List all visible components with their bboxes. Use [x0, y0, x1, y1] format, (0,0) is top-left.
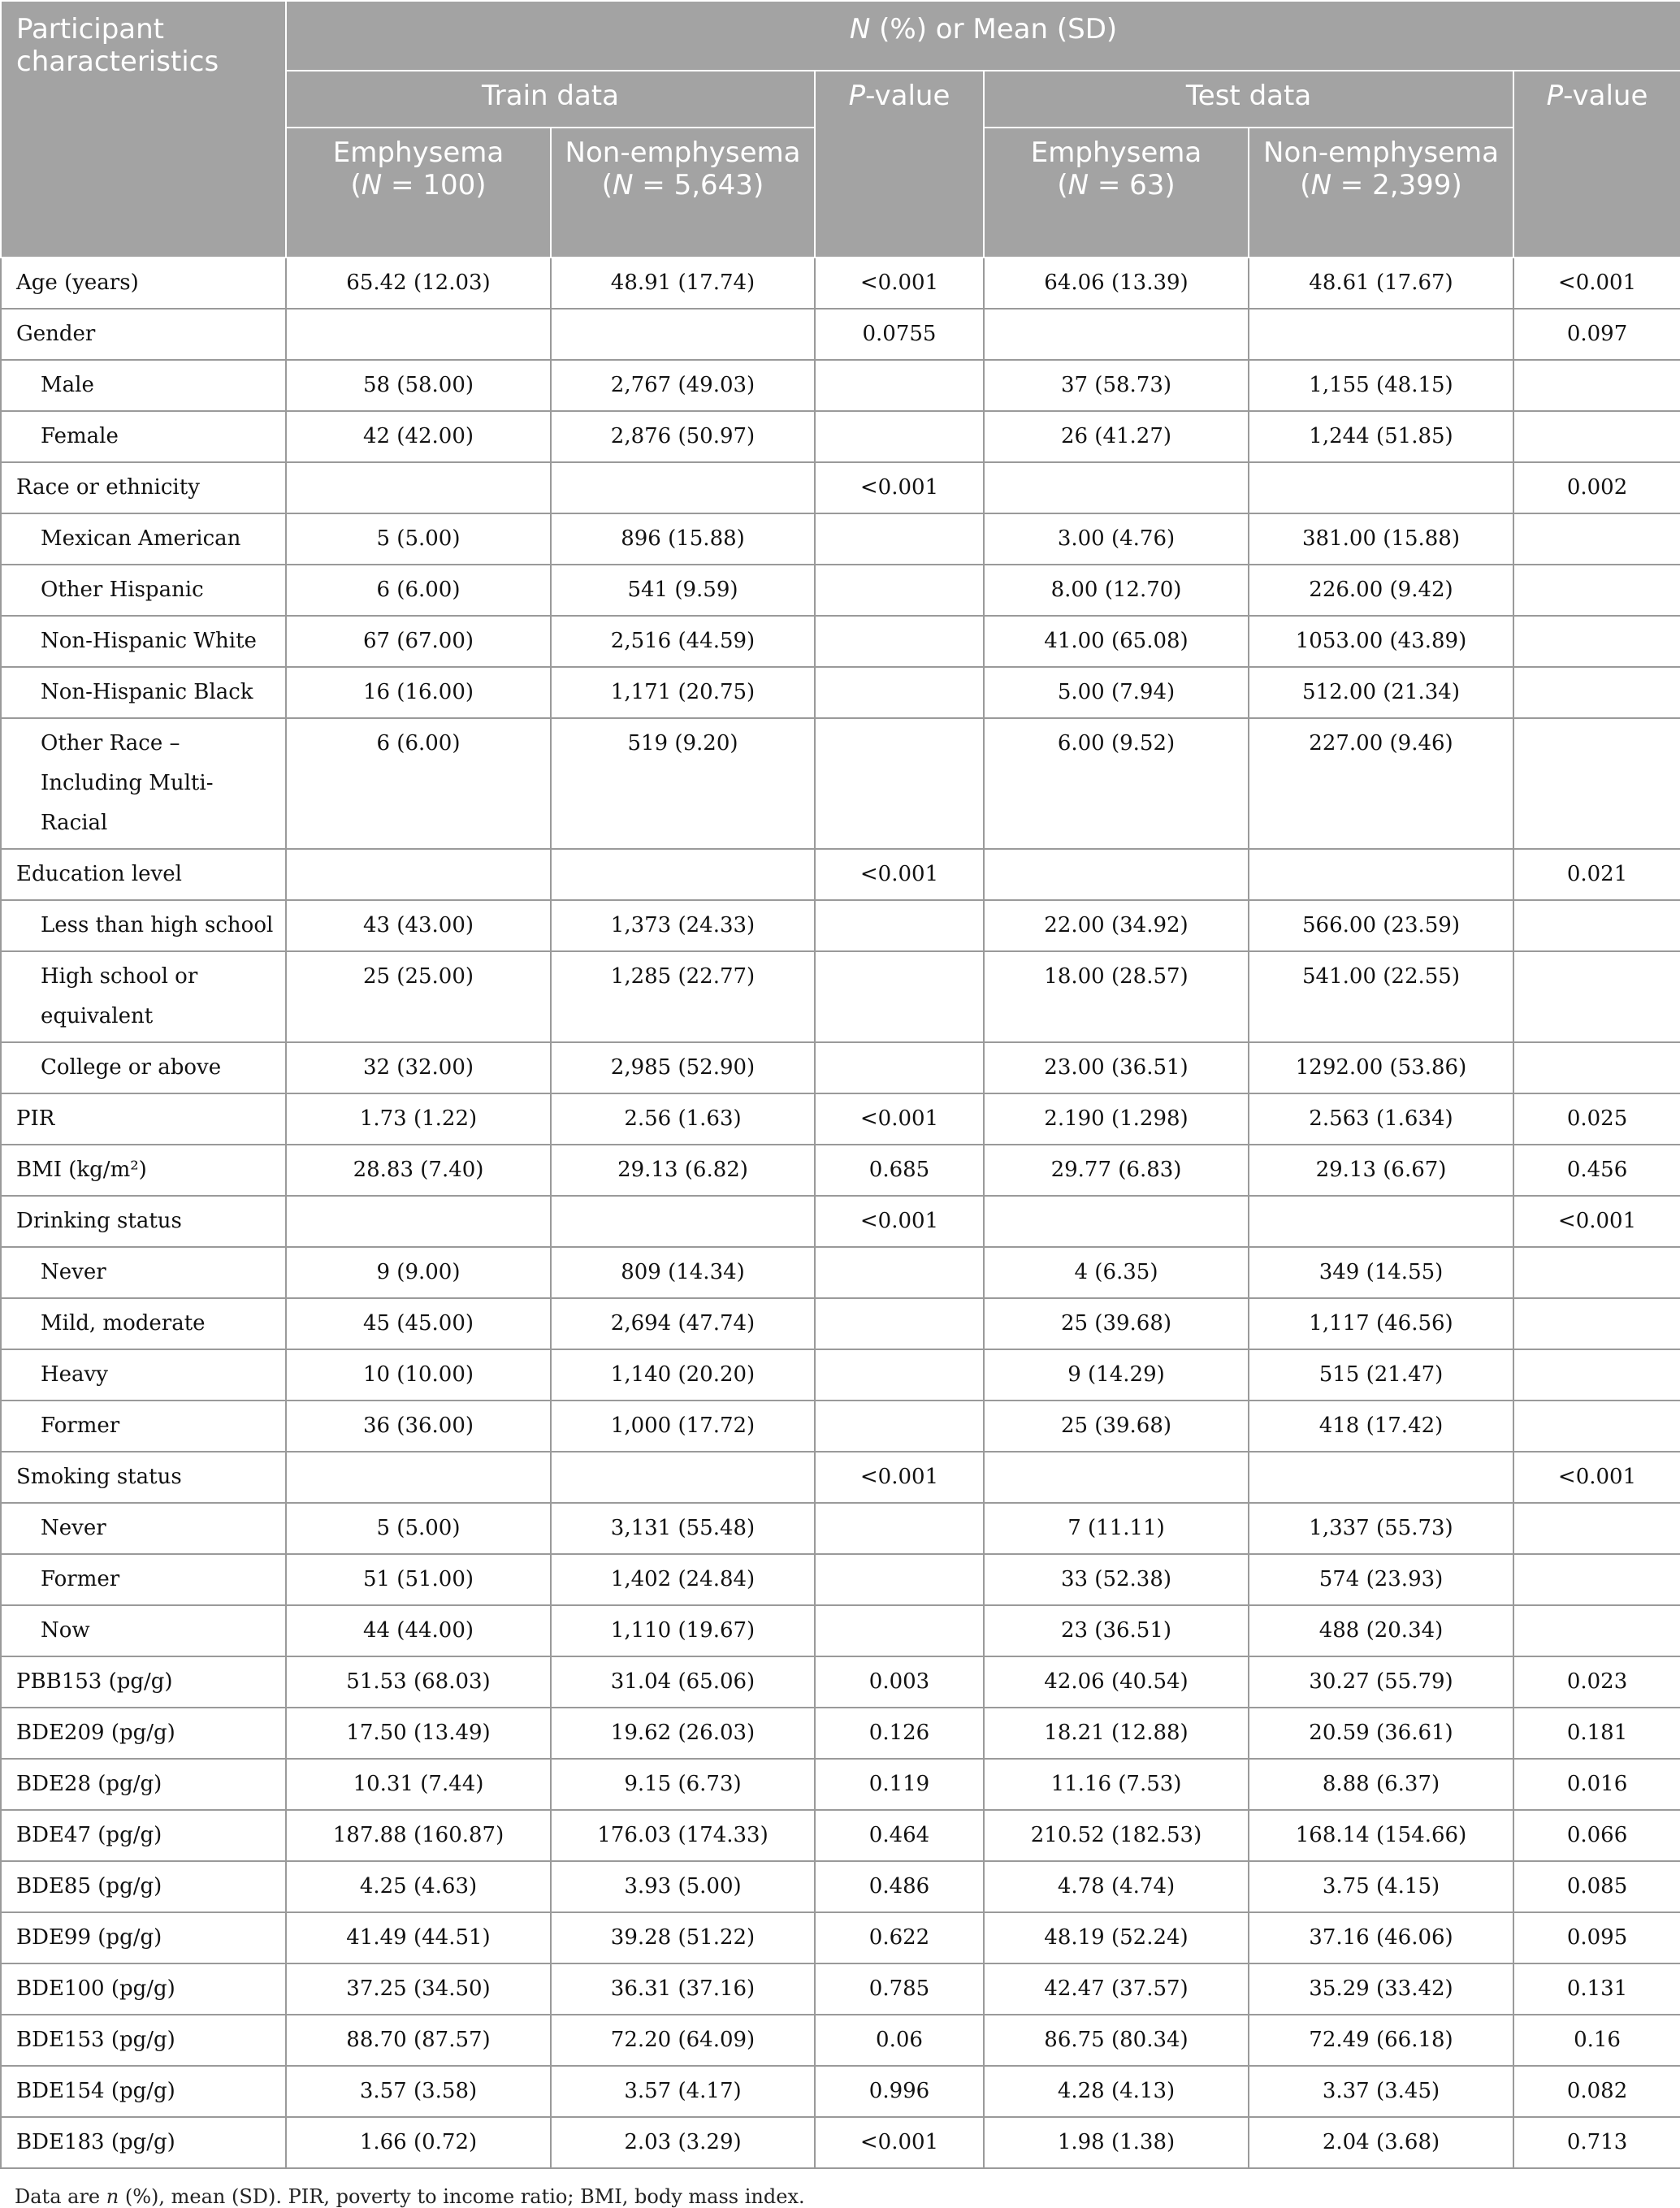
table-row [1, 1708, 1680, 1759]
test-p-value-cell: 0.181 [1513, 1708, 1680, 1759]
train-emphysema-cell: 88.70 (87.57) [286, 2015, 551, 2066]
train-p-value-cell: 0.685 [815, 1145, 984, 1196]
test-p-value-cell: 0.097 [1513, 309, 1680, 360]
train-non-emphysema-cell: 19.62 (26.03) [551, 1708, 815, 1759]
test-emphysema-cell: 64.06 (13.39) [984, 258, 1249, 309]
test-emphysema-cell [984, 849, 1249, 900]
row-label: Smoking status [1, 1452, 286, 1503]
row-label: Mexican American [1, 513, 286, 565]
train-emphysema-cell: 58 (58.00) [286, 360, 551, 411]
test-p-value-cell [1513, 667, 1680, 718]
train-non-emphysema-cell: 1,140 (20.20) [551, 1349, 815, 1401]
train-non-emphysema-cell: 1,285 (22.77) [551, 951, 815, 1042]
test-non-emphysema-cell [1249, 309, 1513, 360]
table-row [1, 2066, 1680, 2117]
test-non-emphysema-cell: 1053.00 (43.89) [1249, 616, 1513, 667]
row-label: Never [1, 1503, 286, 1554]
test-non-emphysema-cell: 541.00 (22.55) [1249, 951, 1513, 1042]
train-p-value-cell: 0.996 [815, 2066, 984, 2117]
row-label: Age (years) [1, 258, 286, 309]
train-p-value-cell [815, 1605, 984, 1656]
train-emphysema-cell: 4.25 (4.63) [286, 1861, 551, 1912]
train-non-emphysema-cell: 31.04 (65.06) [551, 1656, 815, 1708]
test-p-value-cell: 0.095 [1513, 1912, 1680, 1963]
row-label: PBB153 (pg/g) [1, 1656, 286, 1708]
train-p-value-cell: 0.785 [815, 1963, 984, 2015]
test-emphysema-cell: 1.98 (1.38) [984, 2117, 1249, 2168]
train-p-value-cell: <0.001 [815, 258, 984, 309]
test-p-value-cell: 0.025 [1513, 1093, 1680, 1145]
train-emphysema-cell: 3.57 (3.58) [286, 2066, 551, 2117]
test-non-emphysema-cell: 8.88 (6.37) [1249, 1759, 1513, 1810]
test-non-emphysema-cell: 515 (21.47) [1249, 1349, 1513, 1401]
train-p-value-cell: 0.126 [815, 1708, 984, 1759]
train-emphysema-cell: 51 (51.00) [286, 1554, 551, 1605]
table-body [1, 258, 1680, 2168]
test-non-emphysema-cell [1249, 849, 1513, 900]
table-row [1, 1554, 1680, 1605]
table-row [1, 309, 1680, 360]
row-label: Now [1, 1605, 286, 1656]
table-row [1, 2117, 1680, 2168]
train-non-emphysema-cell: 48.91 (17.74) [551, 258, 815, 309]
table-row [1, 411, 1680, 462]
test-p-value-cell: <0.001 [1513, 258, 1680, 309]
test-emphysema-cell: 23 (36.51) [984, 1605, 1249, 1656]
table-row [1, 1759, 1680, 1810]
test-non-emphysema-cell: 37.16 (46.06) [1249, 1912, 1513, 1963]
table-row [1, 1963, 1680, 2015]
table-row [1, 1605, 1680, 1656]
row-label: Non-Hispanic Black [1, 667, 286, 718]
test-p-value-header: P-value [1513, 71, 1680, 258]
test-p-value-cell [1513, 1554, 1680, 1605]
test-non-emphysema-cell: 168.14 (154.66) [1249, 1810, 1513, 1861]
train-non-emphysema-cell: 1,110 (19.67) [551, 1605, 815, 1656]
test-p-value-cell: 0.066 [1513, 1810, 1680, 1861]
test-non-emphysema-cell: 227.00 (9.46) [1249, 718, 1513, 849]
test-p-value-cell [1513, 513, 1680, 565]
test-emphysema-cell: 23.00 (36.51) [984, 1042, 1249, 1093]
row-label: College or above [1, 1042, 286, 1093]
train-p-value-cell: 0.0755 [815, 309, 984, 360]
train-non-emphysema-cell: 2,694 (47.74) [551, 1298, 815, 1349]
test-emphysema-cell: 8.00 (12.70) [984, 565, 1249, 616]
train-non-emphysema-cell: 2,876 (50.97) [551, 411, 815, 462]
test-p-value-cell [1513, 1349, 1680, 1401]
test-emphysema-cell: 11.16 (7.53) [984, 1759, 1249, 1810]
test-emphysema-cell: 4.28 (4.13) [984, 2066, 1249, 2117]
train-p-value-cell [815, 900, 984, 951]
train-p-value-cell: <0.001 [815, 1452, 984, 1503]
test-data-header: Test data [984, 71, 1513, 128]
train-emphysema-cell: 25 (25.00) [286, 951, 551, 1042]
row-label: Other Hispanic [1, 565, 286, 616]
table-row [1, 462, 1680, 513]
row-label: Gender [1, 309, 286, 360]
train-p-value-cell [815, 1247, 984, 1298]
test-emphysema-cell: 29.77 (6.83) [984, 1145, 1249, 1196]
table-footnote: Data are n (%), mean (SD). PIR, poverty to income ratio; BMI, body mass index. [15, 2185, 805, 2208]
row-label: BMI (kg/m²) [1, 1145, 286, 1196]
test-non-emphysema-cell: 488 (20.34) [1249, 1605, 1513, 1656]
test-non-emphysema-cell: 1,117 (46.56) [1249, 1298, 1513, 1349]
table-row [1, 1042, 1680, 1093]
train-non-emphysema-cell [551, 849, 815, 900]
test-p-value-cell: 0.021 [1513, 849, 1680, 900]
test-non-emphysema-cell: 30.27 (55.79) [1249, 1656, 1513, 1708]
train-emphysema-cell: 187.88 (160.87) [286, 1810, 551, 1861]
train-p-value-cell: 0.119 [815, 1759, 984, 1810]
test-emphysema-cell: 26 (41.27) [984, 411, 1249, 462]
test-p-value-cell [1513, 616, 1680, 667]
test-emphysema-cell [984, 309, 1249, 360]
test-non-emphysema-cell: 512.00 (21.34) [1249, 667, 1513, 718]
train-p-value-cell [815, 1554, 984, 1605]
train-emphysema-cell: 44 (44.00) [286, 1605, 551, 1656]
test-p-value-cell [1513, 1247, 1680, 1298]
test-p-value-cell: 0.082 [1513, 2066, 1680, 2117]
test-emphysema-cell: 9 (14.29) [984, 1349, 1249, 1401]
train-emphysema-cell: 5 (5.00) [286, 513, 551, 565]
train-p-value-cell [815, 1042, 984, 1093]
train-p-value-cell [815, 718, 984, 849]
test-emphysema-cell: 25 (39.68) [984, 1401, 1249, 1452]
n-suffix: (%) or Mean (SD) [870, 13, 1118, 45]
table-row [1, 1349, 1680, 1401]
train-non-emphysema-cell: 3.57 (4.17) [551, 2066, 815, 2117]
test-non-emphysema-cell [1249, 1452, 1513, 1503]
table-row [1, 616, 1680, 667]
test-emphysema-cell: 25 (39.68) [984, 1298, 1249, 1349]
test-non-emphysema-cell: 2.04 (3.68) [1249, 2117, 1513, 2168]
row-label: Drinking status [1, 1196, 286, 1247]
test-emphysema-cell: 5.00 (7.94) [984, 667, 1249, 718]
train-emphysema-cell: 10.31 (7.44) [286, 1759, 551, 1810]
train-emphysema-cell: 1.66 (0.72) [286, 2117, 551, 2168]
train-non-emphysema-cell: 39.28 (51.22) [551, 1912, 815, 1963]
train-non-emphysema-cell: 29.13 (6.82) [551, 1145, 815, 1196]
table-row [1, 1861, 1680, 1912]
row-label: BDE183 (pg/g) [1, 2117, 286, 2168]
row-label: Male [1, 360, 286, 411]
row-label: Race or ethnicity [1, 462, 286, 513]
train-non-emphysema-cell: 3.93 (5.00) [551, 1861, 815, 1912]
table-row [1, 1810, 1680, 1861]
test-emphysema-cell: 37 (58.73) [984, 360, 1249, 411]
table-row [1, 1656, 1680, 1708]
train-non-emphysema-cell: 176.03 (174.33) [551, 1810, 815, 1861]
table-row [1, 1093, 1680, 1145]
train-emphysema-cell [286, 1452, 551, 1503]
test-p-value-cell [1513, 411, 1680, 462]
table-row [1, 1298, 1680, 1349]
test-non-emphysema-cell [1249, 462, 1513, 513]
train-emphysema-cell: 43 (43.00) [286, 900, 551, 951]
n-percent-mean-header [286, 1, 1680, 71]
test-emphysema-cell [984, 462, 1249, 513]
train-non-emphysema-cell: 1,373 (24.33) [551, 900, 815, 951]
test-emphysema-cell: 210.52 (182.53) [984, 1810, 1249, 1861]
train-p-value-cell [815, 411, 984, 462]
test-non-emphysema-cell: 72.49 (66.18) [1249, 2015, 1513, 2066]
test-emphysema-cell: 4.78 (4.74) [984, 1861, 1249, 1912]
test-p-value-cell: 0.002 [1513, 462, 1680, 513]
test-emphysema-cell: 41.00 (65.08) [984, 616, 1249, 667]
test-non-emphysema-cell: 1,155 (48.15) [1249, 360, 1513, 411]
test-emphysema-cell: 6.00 (9.52) [984, 718, 1249, 849]
table-row [1, 1503, 1680, 1554]
row-label: BDE209 (pg/g) [1, 1708, 286, 1759]
test-p-value-cell [1513, 1401, 1680, 1452]
table-row [1, 565, 1680, 616]
table-row [1, 718, 1680, 849]
train-p-value-cell: <0.001 [815, 1196, 984, 1247]
train-p-value-cell: 0.622 [815, 1912, 984, 1963]
train-p-value-cell: 0.06 [815, 2015, 984, 2066]
test-p-value-cell [1513, 1503, 1680, 1554]
row-label: Female [1, 411, 286, 462]
test-emphysema-cell: 42.47 (37.57) [984, 1963, 1249, 2015]
train-emphysema-cell: 37.25 (34.50) [286, 1963, 551, 2015]
train-non-emphysema-cell: 9.15 (6.73) [551, 1759, 815, 1810]
row-label: Former [1, 1401, 286, 1452]
table-row [1, 951, 1680, 1042]
train-non-emphysema-cell: 519 (9.20) [551, 718, 815, 849]
table-header [1, 1, 1680, 258]
test-emphysema-cell: 7 (11.11) [984, 1503, 1249, 1554]
train-emphysema-cell: 9 (9.00) [286, 1247, 551, 1298]
test-emphysema-cell [984, 1452, 1249, 1503]
test-p-value-cell: 0.016 [1513, 1759, 1680, 1810]
table-row [1, 849, 1680, 900]
participant-characteristics-header: Participant characteristics [1, 1, 286, 258]
test-non-emphysema-cell: 574 (23.93) [1249, 1554, 1513, 1605]
row-label: Other Race – Including Multi-Racial [1, 718, 286, 849]
train-emphysema-cell: 41.49 (44.51) [286, 1912, 551, 1963]
table-row [1, 513, 1680, 565]
test-p-value-cell [1513, 360, 1680, 411]
row-label: BDE47 (pg/g) [1, 1810, 286, 1861]
test-p-value-cell: <0.001 [1513, 1452, 1680, 1503]
table-row [1, 1912, 1680, 1963]
train-emphysema-cell: 42 (42.00) [286, 411, 551, 462]
train-non-emphysema-cell: 541 (9.59) [551, 565, 815, 616]
train-emphysema-cell: 65.42 (12.03) [286, 258, 551, 309]
train-non-emphysema-cell [551, 1196, 815, 1247]
test-emphysema-cell: 22.00 (34.92) [984, 900, 1249, 951]
table-row [1, 1247, 1680, 1298]
test-emphysema-cell: 33 (52.38) [984, 1554, 1249, 1605]
test-emphysema-cell: 18.21 (12.88) [984, 1708, 1249, 1759]
train-non-emphysema-cell: 809 (14.34) [551, 1247, 815, 1298]
train-p-value-cell [815, 1503, 984, 1554]
row-label: PIR [1, 1093, 286, 1145]
test-emphysema-cell [984, 1196, 1249, 1247]
test-p-value-cell: <0.001 [1513, 1196, 1680, 1247]
test-non-emphysema-cell: 226.00 (9.42) [1249, 565, 1513, 616]
train-p-value-cell: 0.464 [815, 1810, 984, 1861]
test-p-value-cell: 0.131 [1513, 1963, 1680, 2015]
test-non-emphysema-cell: 3.37 (3.45) [1249, 2066, 1513, 2117]
train-p-value-cell: 0.003 [815, 1656, 984, 1708]
table-row [1, 1401, 1680, 1452]
test-emphysema-cell: 4 (6.35) [984, 1247, 1249, 1298]
train-non-emphysema-cell: 1,402 (24.84) [551, 1554, 815, 1605]
row-label: BDE153 (pg/g) [1, 2015, 286, 2066]
test-non-emphysema-cell: 48.61 (17.67) [1249, 258, 1513, 309]
test-p-value-cell: 0.16 [1513, 2015, 1680, 2066]
train-p-value-cell [815, 360, 984, 411]
train-p-value-cell [815, 616, 984, 667]
test-non-emphysema-cell: 349 (14.55) [1249, 1247, 1513, 1298]
test-non-emphysema-cell: 20.59 (36.61) [1249, 1708, 1513, 1759]
train-emphysema-cell: 17.50 (13.49) [286, 1708, 551, 1759]
test-non-emphysema-cell: 29.13 (6.67) [1249, 1145, 1513, 1196]
test-emphysema-cell: 42.06 (40.54) [984, 1656, 1249, 1708]
train-p-value-cell: <0.001 [815, 462, 984, 513]
train-non-emphysema-cell [551, 462, 815, 513]
test-p-value-cell [1513, 951, 1680, 1042]
test-non-emphysema-cell: 566.00 (23.59) [1249, 900, 1513, 951]
train-p-value-cell [815, 667, 984, 718]
train-p-value-cell [815, 1298, 984, 1349]
test-non-emphysema-cell: 418 (17.42) [1249, 1401, 1513, 1452]
n-italic: N [849, 13, 871, 45]
train-non-emphysema-cell: 2,985 (52.90) [551, 1042, 815, 1093]
row-label: BDE100 (pg/g) [1, 1963, 286, 2015]
row-label: BDE99 (pg/g) [1, 1912, 286, 1963]
train-non-emphysema-cell: 72.20 (64.09) [551, 2015, 815, 2066]
row-label: Heavy [1, 1349, 286, 1401]
train-emphysema-cell [286, 462, 551, 513]
test-non-emphysema-cell: 2.563 (1.634) [1249, 1093, 1513, 1145]
test-p-value-cell [1513, 1042, 1680, 1093]
table-row [1, 1452, 1680, 1503]
train-emphysema-cell: 5 (5.00) [286, 1503, 551, 1554]
train-non-emphysema-cell: 1,000 (17.72) [551, 1401, 815, 1452]
test-non-emphysema-cell: 1292.00 (53.86) [1249, 1042, 1513, 1093]
row-label: BDE85 (pg/g) [1, 1861, 286, 1912]
train-non-emphysema-cell: 2.56 (1.63) [551, 1093, 815, 1145]
row-label: Never [1, 1247, 286, 1298]
train-emphysema-cell [286, 309, 551, 360]
train-non-emphysema-cell: 36.31 (37.16) [551, 1963, 815, 2015]
row-label: BDE28 (pg/g) [1, 1759, 286, 1810]
train-emphysema-header: Emphysema (N = 100) [286, 128, 551, 258]
table-row [1, 1196, 1680, 1247]
train-p-value-cell [815, 1349, 984, 1401]
test-non-emphysema-cell: 1,244 (51.85) [1249, 411, 1513, 462]
train-emphysema-cell: 36 (36.00) [286, 1401, 551, 1452]
train-p-value-cell: <0.001 [815, 2117, 984, 2168]
train-p-value-cell [815, 951, 984, 1042]
table-row [1, 1145, 1680, 1196]
train-emphysema-cell: 28.83 (7.40) [286, 1145, 551, 1196]
test-emphysema-cell: 18.00 (28.57) [984, 951, 1249, 1042]
train-emphysema-cell: 6 (6.00) [286, 718, 551, 849]
test-non-emphysema-cell [1249, 1196, 1513, 1247]
train-non-emphysema-cell: 2.03 (3.29) [551, 2117, 815, 2168]
train-non-emphysema-cell: 1,171 (20.75) [551, 667, 815, 718]
test-p-value-cell [1513, 565, 1680, 616]
test-p-value-cell [1513, 1298, 1680, 1349]
train-emphysema-cell: 32 (32.00) [286, 1042, 551, 1093]
train-p-value-cell: 0.486 [815, 1861, 984, 1912]
train-emphysema-cell: 51.53 (68.03) [286, 1656, 551, 1708]
train-non-emphysema-cell [551, 309, 815, 360]
test-non-emphysema-cell: 1,337 (55.73) [1249, 1503, 1513, 1554]
row-label: Mild, moderate [1, 1298, 286, 1349]
test-emphysema-cell: 3.00 (4.76) [984, 513, 1249, 565]
test-p-value-cell: 0.713 [1513, 2117, 1680, 2168]
table-row [1, 667, 1680, 718]
train-non-emphysema-cell: 896 (15.88) [551, 513, 815, 565]
test-p-value-cell [1513, 718, 1680, 849]
test-non-emphysema-header: Non-emphysema (N = 2,399) [1249, 128, 1513, 258]
row-label: Former [1, 1554, 286, 1605]
train-emphysema-cell [286, 1196, 551, 1247]
train-emphysema-cell [286, 849, 551, 900]
train-non-emphysema-cell: 2,516 (44.59) [551, 616, 815, 667]
train-p-value-header: P-value [815, 71, 984, 258]
train-emphysema-cell: 6 (6.00) [286, 565, 551, 616]
test-emphysema-cell: 86.75 (80.34) [984, 2015, 1249, 2066]
train-non-emphysema-cell: 3,131 (55.48) [551, 1503, 815, 1554]
train-emphysema-cell: 67 (67.00) [286, 616, 551, 667]
test-p-value-cell [1513, 1605, 1680, 1656]
row-label: Education level [1, 849, 286, 900]
test-non-emphysema-cell: 381.00 (15.88) [1249, 513, 1513, 565]
train-non-emphysema-cell [551, 1452, 815, 1503]
test-p-value-cell: 0.085 [1513, 1861, 1680, 1912]
row-label: Less than high school [1, 900, 286, 951]
table-row [1, 360, 1680, 411]
row-label: BDE154 (pg/g) [1, 2066, 286, 2117]
test-emphysema-header: Emphysema (N = 63) [984, 128, 1249, 258]
test-p-value-cell [1513, 900, 1680, 951]
row-label: Non-Hispanic White [1, 616, 286, 667]
row-label: High school or equivalent [1, 951, 286, 1042]
test-emphysema-cell: 48.19 (52.24) [984, 1912, 1249, 1963]
train-emphysema-cell: 10 (10.00) [286, 1349, 551, 1401]
train-p-value-cell [815, 1401, 984, 1452]
train-p-value-cell: <0.001 [815, 1093, 984, 1145]
train-non-emphysema-header: Non-emphysema (N = 5,643) [551, 128, 815, 258]
test-p-value-cell: 0.023 [1513, 1656, 1680, 1708]
train-data-header: Train data [286, 71, 815, 128]
table-row [1, 900, 1680, 951]
train-emphysema-cell: 45 (45.00) [286, 1298, 551, 1349]
test-p-value-cell: 0.456 [1513, 1145, 1680, 1196]
train-emphysema-cell: 1.73 (1.22) [286, 1093, 551, 1145]
table-row [1, 2015, 1680, 2066]
train-p-value-cell: <0.001 [815, 849, 984, 900]
train-p-value-cell [815, 565, 984, 616]
train-p-value-cell [815, 513, 984, 565]
train-non-emphysema-cell: 2,767 (49.03) [551, 360, 815, 411]
test-non-emphysema-cell: 3.75 (4.15) [1249, 1861, 1513, 1912]
test-emphysema-cell: 2.190 (1.298) [984, 1093, 1249, 1145]
train-emphysema-cell: 16 (16.00) [286, 667, 551, 718]
table-row [1, 258, 1680, 309]
test-non-emphysema-cell: 35.29 (33.42) [1249, 1963, 1513, 2015]
